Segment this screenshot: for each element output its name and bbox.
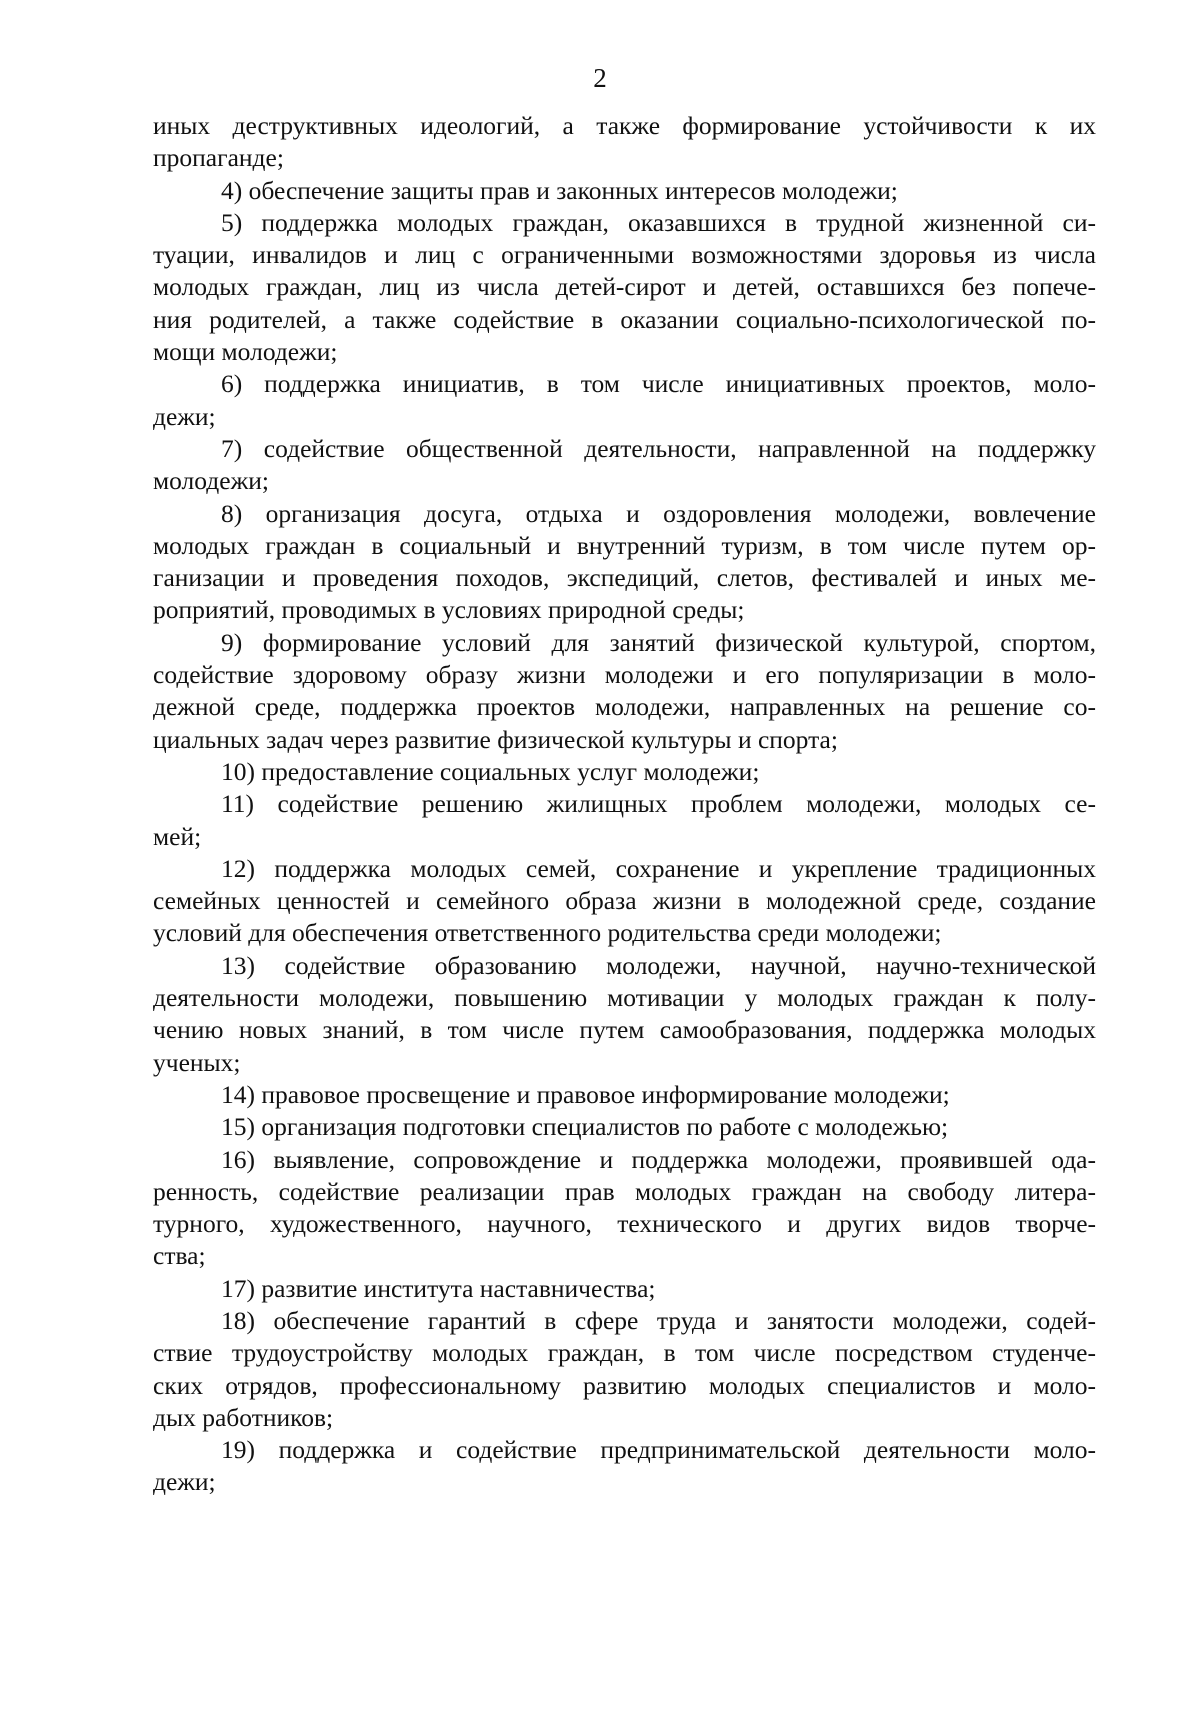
text-line: турного, художественного, научного, технического и других видов творче- bbox=[153, 1209, 1096, 1239]
text-line: пропаганде; bbox=[153, 143, 284, 173]
text-line: 17) развитие института наставничества; bbox=[221, 1273, 656, 1303]
text-line: дежной среде, поддержка проектов молодежи, направленных на решение со- bbox=[153, 692, 1096, 722]
text-line: молодых граждан в социальный и внутренний туризм, в том числе путем ор- bbox=[153, 530, 1096, 560]
text-line: мощи молодежи; bbox=[153, 337, 338, 367]
text-line: ских отрядов, профессиональному развитию молодых специалистов и моло- bbox=[153, 1370, 1096, 1400]
text-line: деятельности молодежи, повышению мотивации у молодых граждан к полу- bbox=[153, 983, 1096, 1013]
text-line: 18) обеспечение гарантий в сфере труда и занятости молодежи, содей- bbox=[221, 1305, 1096, 1335]
text-line: 15) организация подготовки специалистов по работе с молодежью; bbox=[221, 1112, 949, 1142]
text-line: 14) правовое просвещение и правовое информирование молодежи; bbox=[221, 1079, 950, 1109]
text-line: условий для обеспечения ответственного родительства среди молодежи; bbox=[153, 918, 942, 948]
text-line: 12) поддержка молодых семей, сохранение и укрепление традиционных bbox=[221, 853, 1096, 883]
text-line: мей; bbox=[153, 821, 202, 851]
text-line: 8) организация досуга, отдыха и оздоровления молодежи, вовлечение bbox=[221, 498, 1096, 528]
text-line: туации, инвалидов и лиц с ограниченными возможностями здоровья из числа bbox=[153, 240, 1096, 270]
text-line: 9) формирование условий для занятий физической культурой, спортом, bbox=[221, 627, 1096, 657]
text-line: 13) содействие образованию молодежи, научной, научно-технической bbox=[221, 950, 1096, 980]
text-line: содействие здоровому образу жизни молодежи и его популяризации в моло- bbox=[153, 660, 1096, 690]
text-line: молодых граждан, лиц из числа детей-сирот и детей, оставшихся без попече- bbox=[153, 272, 1096, 302]
text-line: ния родителей, а также содействие в оказании социально-психологической по- bbox=[153, 304, 1096, 334]
text-line: дежи; bbox=[153, 401, 216, 431]
text-line: чению новых знаний, в том числе путем самообразования, поддержка молодых bbox=[153, 1015, 1096, 1045]
text-line: ренность, содействие реализации прав молодых граждан на свободу литера- bbox=[153, 1176, 1096, 1206]
text-line: молодежи; bbox=[153, 466, 269, 496]
text-line: 7) содействие общественной деятельности, направленной на поддержку bbox=[221, 433, 1096, 463]
text-line: 4) обеспечение защиты прав и законных интересов молодежи; bbox=[221, 175, 898, 205]
text-line: дежи; bbox=[153, 1467, 216, 1497]
text-line: 6) поддержка инициатив, в том числе инициативных проектов, моло- bbox=[221, 369, 1096, 399]
text-line: ства; bbox=[153, 1241, 206, 1271]
body-text bbox=[153, 110, 1096, 1499]
text-line: семейных ценностей и семейного образа жизни в молодежной среде, создание bbox=[153, 886, 1096, 916]
text-line: 5) поддержка молодых граждан, оказавшихся в трудной жизненной си- bbox=[221, 207, 1096, 237]
text-line: дых работников; bbox=[153, 1402, 334, 1432]
text-line: иных деструктивных идеологий, а также формирование устойчивости к их bbox=[153, 111, 1096, 140]
text-line: 19) поддержка и содействие предпринимательской деятельности моло- bbox=[221, 1435, 1096, 1465]
text-line: ствие трудоустройству молодых граждан, в том числе посредством студенче- bbox=[153, 1338, 1096, 1368]
text-line: 10) предоставление социальных услуг молодежи; bbox=[221, 756, 760, 786]
text-line: циальных задач через развитие физической культуры и спорта; bbox=[153, 724, 838, 754]
text-line: 11) содействие решению жилищных проблем молодежи, молодых се- bbox=[221, 789, 1096, 819]
page-number: 2 bbox=[593, 63, 607, 93]
text-line: ганизации и проведения походов, экспедиций, слетов, фестивалей и иных ме- bbox=[153, 563, 1096, 593]
text-line: 16) выявление, сопровождение и поддержка молодежи, проявившей ода- bbox=[221, 1144, 1096, 1174]
text-line: ученых; bbox=[153, 1047, 241, 1077]
text-line: роприятий, проводимых в условиях природной среды; bbox=[153, 595, 745, 625]
